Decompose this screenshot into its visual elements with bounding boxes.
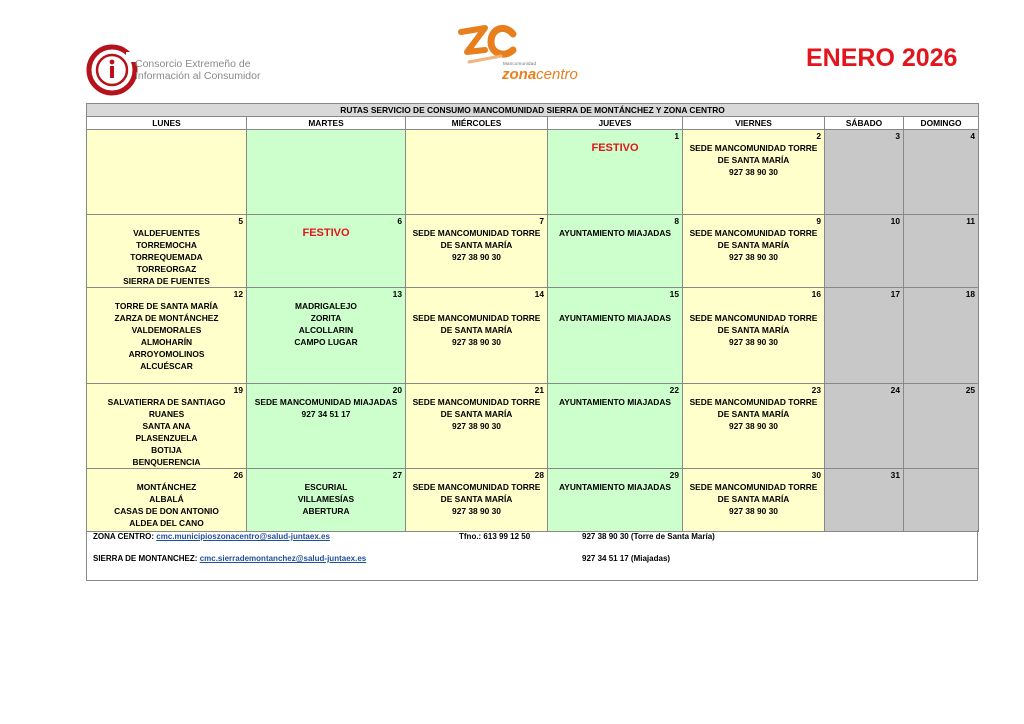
calendar-title: RUTAS SERVICIO DE CONSUMO MANCOMUNIDAD SIERRA DE MONTÁNCHEZ Y ZONA CENTRO [87,104,979,117]
day-cell-content [825,288,903,383]
weekday-header: MIÉRCOLES [406,117,548,130]
day-cell-content [825,130,903,214]
calendar-day-cell [683,215,825,288]
day-cell-content [406,469,547,531]
calendar-day-cell [406,384,548,469]
day-number: 25 [965,385,976,395]
calendar-day-cell [825,288,904,384]
calendar-day-cell [87,469,247,532]
route-stops [683,469,824,517]
sierra-montanchez-contact [93,554,366,563]
day-number: 5 [238,216,243,226]
route-calendar [86,103,979,532]
main-phone: Tfno.: 613 99 12 50 [459,532,531,541]
consorcio-logo-text [135,58,260,82]
route-stop-line: AYUNTAMIENTO MIAJADAS [559,313,671,323]
calendar-day-cell [247,288,406,384]
calendar-week-row [87,215,979,288]
route-stops [548,469,682,493]
calendar-day-cell [683,288,825,384]
calendar-day-cell [247,215,406,288]
day-cell-content [406,215,547,287]
day-cell-content [904,384,978,468]
calendar-day-cell [683,130,825,215]
route-stop-line: SEDE MANCOMUNIDAD TORRE [412,482,541,492]
route-stop-line: ALMOHARÍN [140,337,193,347]
day-number: 14 [534,289,544,299]
route-stop-line: SIERRA DE FUENTES [123,276,210,286]
day-cell-content [247,469,405,531]
route-stop-line: SEDE MANCOMUNIDAD TORRE [689,143,818,153]
month-title: ENERO 2026 [806,44,958,72]
day-number: 27 [392,470,402,480]
zona-centro-label: ZONA CENTRO: [93,532,155,541]
day-number: 10 [890,216,900,226]
contact-footer [86,530,978,581]
route-stop-line: TORREORGAZ [136,264,197,274]
route-stop-line: ARROYOMOLINOS [128,349,205,359]
zona-centro-small-label: Mancomunidad [503,61,537,66]
weekday-header: JUEVES [548,117,683,130]
route-stops [548,215,682,239]
calendar-week-row [87,384,979,469]
weekday-header: MARTES [247,117,406,130]
day-number: 18 [965,289,976,299]
day-number: 13 [392,289,402,299]
route-stop-line: 927 38 90 30 [452,421,501,431]
day-number: 19 [233,385,243,395]
route-stop-line: 927 38 90 30 [729,506,778,516]
calendar-day-cell [904,215,979,288]
calendar-day-cell [825,469,904,532]
route-stops [247,384,405,420]
calendar-week-row [87,130,979,215]
calendar-title-row [87,104,979,117]
route-stop-line: DE SANTA MARÍA [717,494,790,504]
weekday-header: DOMINGO [904,117,979,130]
route-stop-line: SANTA ANA [142,421,191,431]
zona-centro-contact [93,532,330,541]
day-cell-content [683,130,824,214]
route-stop-line: DE SANTA MARÍA [717,409,790,419]
route-stop-line: ABERTURA [302,506,350,516]
route-stop-line: SEDE MANCOMUNIDAD TORRE [412,313,541,323]
day-cell-content [548,130,682,214]
day-number: 12 [233,289,243,299]
day-number: 9 [816,216,821,226]
day-number: 4 [970,131,976,141]
route-stop-line: SEDE MANCOMUNIDAD TORRE [412,228,541,238]
route-stop-line: 927 38 90 30 [452,337,501,347]
route-stops [87,384,246,468]
day-cell-content [548,469,682,531]
route-stop-line: TORREMOCHA [136,240,197,250]
sierra-montanchez-email-link[interactable]: cmc.sierrademontanchez@salud-juntaex.es [199,554,367,563]
route-stops [683,288,824,348]
route-stop-line: SEDE MANCOMUNIDAD TORRE [689,397,818,407]
holiday-label: FESTIVO [591,142,639,154]
day-number: 22 [669,385,679,395]
calendar-day-cell [87,130,247,215]
day-cell-content [548,384,682,468]
calendar-day-cell [683,384,825,469]
route-stops [406,215,547,263]
day-cell-content [406,384,547,468]
route-stops [683,130,824,178]
route-stop-line: ZARZA DE MONTÁNCHEZ [114,313,219,323]
day-number: 7 [539,216,544,226]
route-stops [406,469,547,517]
day-number: 11 [966,216,976,226]
calendar-day-cell [548,469,683,532]
route-stops [247,469,405,517]
zona-centro-logo [455,22,595,82]
route-stops [87,469,246,529]
zona-centro-name-b: centro [536,66,578,83]
route-stops [247,288,405,348]
route-stop-line: 927 34 51 17 [301,409,351,419]
route-stops [406,384,547,432]
route-stop-line: DE SANTA MARÍA [717,155,790,165]
day-cell-content [87,469,246,531]
day-number: 6 [397,216,402,226]
route-stop-line: DE SANTA MARÍA [440,409,513,419]
route-stop-line: ZORITA [310,313,342,323]
route-stop-line: DE SANTA MARÍA [440,240,513,250]
route-stop-line: SEDE MANCOMUNIDAD TORRE [689,313,818,323]
route-stop-line: VILLAMESÍAS [297,494,355,504]
day-cell-content [247,215,405,287]
phone-miajadas: 927 34 51 17 (Miajadas) [582,554,671,563]
weekday-header-row [87,117,979,130]
route-stop-line: ALCOLLARIN [298,325,354,335]
day-number: 3 [895,131,900,141]
route-stops [406,288,547,348]
zona-centro-name [502,66,578,84]
zona-centro-name-a: zona [502,66,537,83]
route-stop-line: SEDE MANCOMUNIDAD TORRE [412,397,541,407]
route-stops [87,288,246,372]
route-stop-line: 927 38 90 30 [452,506,501,516]
day-number: 31 [890,470,900,480]
day-number: 17 [890,289,900,299]
calendar-day-cell [406,215,548,288]
calendar-day-cell [683,469,825,532]
route-stop-line: MONTÁNCHEZ [136,482,197,492]
day-cell-content [247,288,405,383]
day-number: 23 [811,385,821,395]
route-stops [87,215,246,287]
calendar-day-cell [904,469,979,532]
day-number: 20 [392,385,402,395]
calendar-day-cell [904,130,979,215]
sierra-montanchez-label: SIERRA DE MONTANCHEZ: [93,554,198,563]
route-stops [548,288,682,324]
day-cell-content [904,215,978,287]
day-cell-content [904,469,978,531]
calendar-day-cell [87,288,247,384]
day-number: 26 [233,470,243,480]
route-stop-line: SALVATIERRA DE SANTIAGO [107,397,226,407]
calendar-day-cell [548,384,683,469]
weekday-header: SÁBADO [825,117,904,130]
calendar-day-cell [825,215,904,288]
day-number: 1 [674,131,679,141]
weekday-header: VIERNES [683,117,825,130]
calendar-week-row [87,288,979,384]
day-cell-content [406,288,547,383]
day-cell-content [548,288,682,383]
route-stop-line: DE SANTA MARÍA [440,494,513,504]
route-stop-line: ALDEA DEL CANO [129,518,204,528]
route-stop-line: DE SANTA MARÍA [440,325,513,335]
route-stop-line: SEDE MANCOMUNIDAD TORRE [689,482,818,492]
day-number: 2 [816,131,821,141]
route-stop-line: TORRE DE SANTA MARÍA [114,301,219,311]
route-stop-line: RUANES [148,409,185,419]
route-stop-line: 927 38 90 30 [729,252,778,262]
calendar-day-cell [548,215,683,288]
calendar-day-cell [87,215,247,288]
route-stop-line: ALBALÁ [149,494,184,504]
route-stop-line: 927 38 90 30 [729,167,778,177]
calendar-day-cell [825,130,904,215]
day-cell-content [683,288,824,383]
route-stops [683,215,824,263]
route-stop-line: PLASENZUELA [135,433,198,443]
day-cell-content [87,130,246,214]
route-stop-line: MADRIGALEJO [295,301,357,311]
calendar-day-cell [247,384,406,469]
route-stop-line: ALCUÉSCAR [140,361,193,371]
calendar-day-cell [548,288,683,384]
calendar-day-cell [406,130,548,215]
route-stop-line: 927 38 90 30 [729,337,778,347]
route-stop-line: CASAS DE DON ANTONIO [114,506,219,516]
day-cell-content [87,215,246,287]
route-stop-line: SEDE MANCOMUNIDAD TORRE [689,228,818,238]
day-cell-content [904,288,978,383]
day-cell-content [683,469,824,531]
day-cell-content [87,384,246,468]
calendar-day-cell [406,469,548,532]
day-cell-content [825,469,903,531]
calendar-day-cell [904,288,979,384]
day-number: 29 [669,470,679,480]
route-stop-line: ESCURIAL [304,482,348,492]
route-stop-line: TORREQUEMADA [130,252,203,262]
route-stop-line: AYUNTAMIENTO MIAJADAS [559,228,671,238]
calendar-day-cell [247,130,406,215]
day-number: 30 [811,470,821,480]
day-cell-content [87,288,246,383]
calendar-day-cell [406,288,548,384]
day-number: 21 [534,385,544,395]
route-stop-line: VALDEMORALES [131,325,202,335]
day-cell-content [406,130,547,214]
consorcio-logo [86,42,276,100]
route-stop-line: 927 38 90 30 [452,252,501,262]
route-stop-line: DE SANTA MARÍA [717,240,790,250]
day-cell-content [683,384,824,468]
consorcio-logo-line-2: Información al Consumidor [135,70,261,82]
day-cell-content [904,130,978,214]
day-number: 24 [890,385,900,395]
calendar-day-cell [87,384,247,469]
phone-torre: 927 38 90 30 (Torre de Santa María) [582,532,715,541]
day-number: 16 [811,289,821,299]
calendar-day-cell [904,384,979,469]
calendar-day-cell [247,469,406,532]
day-cell-content [825,215,903,287]
day-cell-content [247,384,405,468]
route-stop-line: 927 38 90 30 [729,421,778,431]
day-number: 8 [674,216,679,226]
day-number: 28 [534,470,544,480]
route-stop-line: DE SANTA MARÍA [717,325,790,335]
calendar-day-cell [548,130,683,215]
route-stop-line: VALDEFUENTES [133,228,200,238]
route-stop-line: CAMPO LUGAR [294,337,358,347]
route-stop-line: BENQUERENCIA [132,457,201,467]
route-stops [548,384,682,408]
zona-centro-email-link[interactable]: cmc.municipioszonacentro@salud-juntaex.es [156,532,330,541]
day-cell-content [548,215,682,287]
route-stop-line: AYUNTAMIENTO MIAJADAS [559,482,671,492]
consorcio-logo-line-1: Consorcio Extremeño de [135,58,251,70]
calendar-day-cell [825,384,904,469]
calendar-week-row [87,469,979,532]
route-stop-line: AYUNTAMIENTO MIAJADAS [559,397,671,407]
route-stop-line: SEDE MANCOMUNIDAD MIAJADAS [254,397,398,407]
day-cell-content [247,130,405,214]
weekday-header: LUNES [87,117,247,130]
route-stops [683,384,824,432]
day-cell-content [683,215,824,287]
route-stop-line: BOTIJA [151,445,182,455]
day-number: 15 [669,289,679,299]
holiday-label: FESTIVO [302,227,350,239]
consorcio-emblem-icon [86,42,138,98]
day-cell-content [825,384,903,468]
